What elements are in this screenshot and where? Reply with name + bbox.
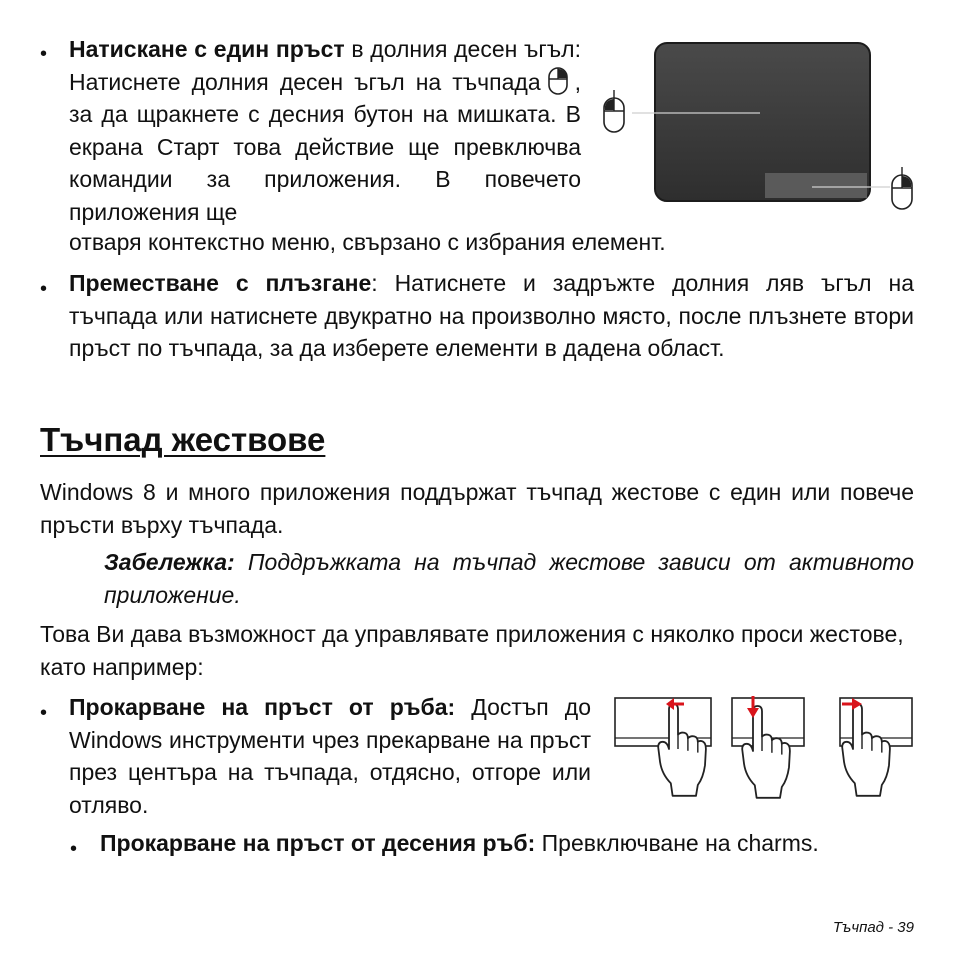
tap-item	[69, 33, 581, 228]
note	[104, 546, 914, 611]
sub-swipe-item-title: Прокарване на пръст от десения ръб:	[100, 830, 536, 856]
swipe-item-text: Достъп до Windows инструменти чрез прекарване на пръст през центъра на тъчпада, отдясно, отгоре или отляво.	[69, 694, 592, 818]
touchpad-right-corner-zone	[765, 173, 867, 198]
tap-item-continuation: отваря контекстно меню, свързано с избрания елемент.	[69, 229, 666, 255]
page-footer: Тъчпад - 39	[832, 919, 914, 936]
swipe-top-edge-gesture	[732, 696, 804, 798]
tap-item-text2: , за да щракнете с десния бутон на мишката. В екрана Старт това действие ще превключва командии за приложения. В повечето приложения ще	[69, 68, 581, 225]
swipe-right-edge-gesture	[840, 698, 912, 796]
note-label: Забележка:	[104, 549, 235, 575]
note-text: Поддръжката на тъчпад жестове зависи от активното приложение.	[104, 549, 914, 608]
sub-swipe-item-text: Превключване на charms.	[535, 830, 819, 856]
gestures-paragraph: Това Ви дава възможност да управлявате приложения с няколко проси жестове, като например:	[40, 621, 904, 680]
section-heading: Тъчпад жествове	[40, 421, 326, 458]
drag-item	[69, 267, 914, 365]
tap-item-title: Натискане с един пръст	[69, 36, 345, 62]
intro-paragraph: Windows 8 и много приложения поддържат тъчпад жестове с един или повече пръсти върху тъчпада.	[40, 479, 914, 538]
swipe-item	[69, 691, 591, 821]
tap-item-text1: в долния десен ъгъл: Натиснете долния десен ъгъл на тъчпада	[69, 36, 581, 95]
sub-bullet-marker: •	[70, 838, 78, 860]
touchpad-illustration	[600, 40, 930, 215]
drag-item-title: Преместване с плъзгане	[69, 270, 372, 296]
swipe-left-edge-gesture	[615, 698, 711, 796]
swipe-gestures-illustration	[610, 692, 920, 802]
swipe-item-title: Прокарване на пръст от ръба:	[69, 694, 456, 720]
mouse-right-icon	[892, 167, 912, 209]
bullet-marker: •	[40, 702, 48, 724]
bullet-marker: •	[40, 278, 48, 300]
mouse-right-click-icon	[547, 66, 569, 96]
drag-item-text: : Натиснете и задръжте долния ляв ъгъл на тъчпада или натиснете двукратно на произволно място, после плъзнете втори пръст по тъчпада, за да изберете елементи в дадена област.	[69, 270, 914, 361]
bullet-marker: •	[40, 43, 48, 65]
mouse-left-icon	[604, 90, 624, 132]
sub-swipe-item	[100, 827, 914, 860]
